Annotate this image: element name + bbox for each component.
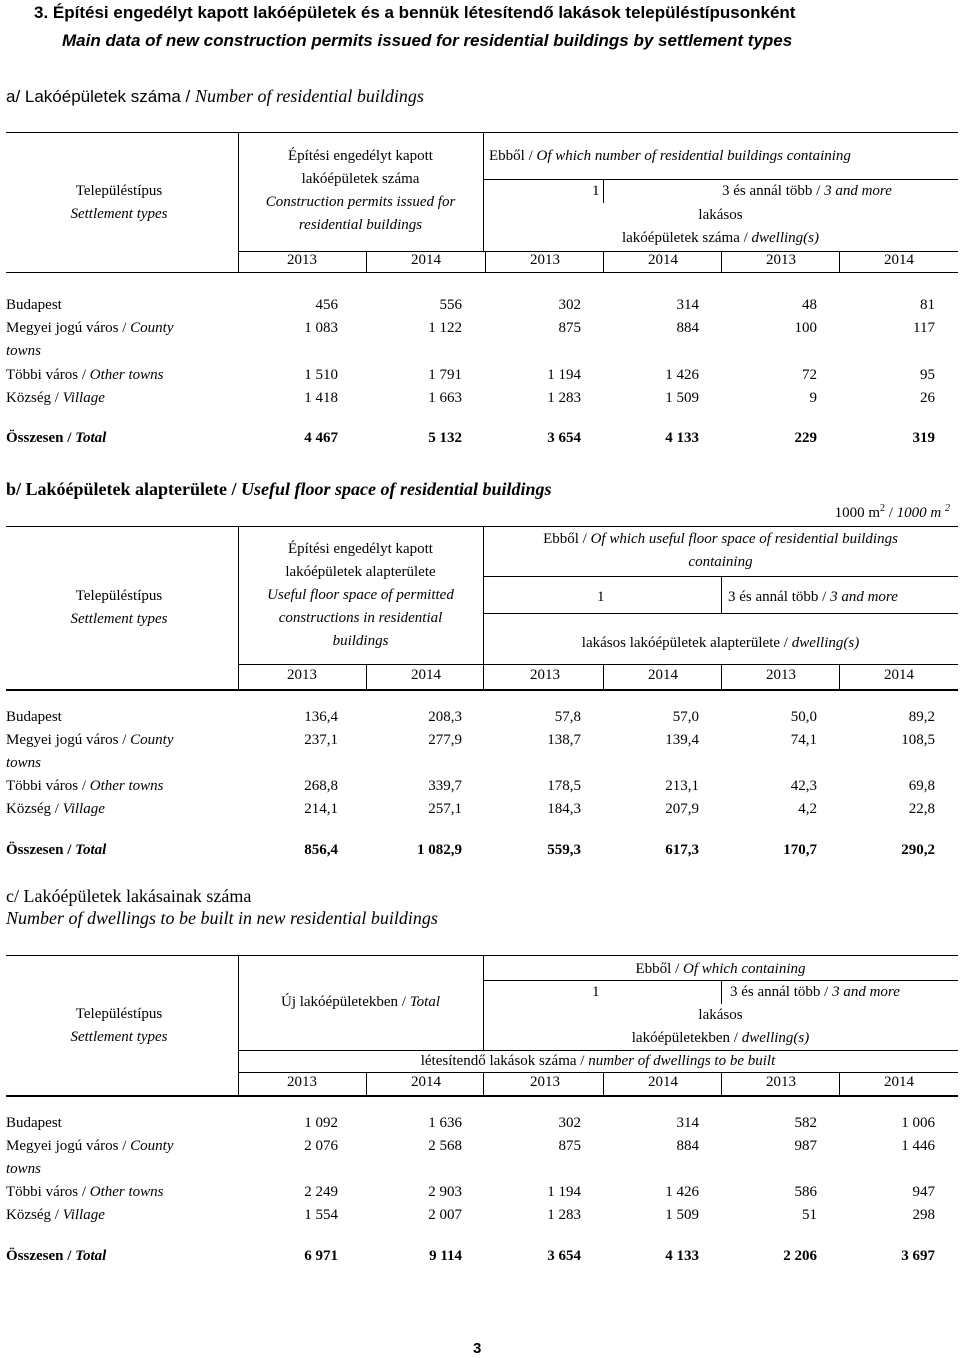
settlement-header-hu: Településtípus	[75, 183, 163, 199]
lakasos-label: lakásos	[698, 1007, 743, 1023]
table-c-unit-header: lakásos lakóépületekben / dwelling(s)	[483, 1004, 958, 1050]
table-row	[6, 801, 936, 824]
table-row	[6, 1207, 936, 1230]
section-a-title: a/ Lakóépületek száma / Number of residential buildings	[6, 86, 424, 106]
year-header: 2014	[411, 1074, 441, 1090]
cell: 2 903	[428, 1184, 462, 1200]
cell: 856,4	[304, 842, 338, 858]
table-row	[6, 732, 936, 771]
cell: 3 654	[547, 1248, 581, 1264]
cell: 4,2	[798, 801, 817, 817]
year-header: 2014	[648, 252, 678, 268]
cell: 72	[802, 367, 817, 383]
settlement-header-hu: Településtípus	[75, 588, 163, 604]
col1-header-line: constructions in residential	[278, 610, 443, 626]
cell: 1 082,9	[417, 842, 462, 858]
row-label: Budapest	[6, 297, 62, 313]
cell: 1 194	[547, 1184, 581, 1200]
year-header: 2013	[530, 667, 560, 683]
cell: 69,8	[908, 778, 935, 794]
settlement-header-hu: Településtípus	[75, 1006, 163, 1022]
cell: 298	[912, 1207, 935, 1223]
table-b-sub2-header: 3 és annál több / 3 and more	[728, 589, 898, 605]
row-label: Község / Village	[6, 801, 105, 817]
cell: 95	[920, 367, 935, 383]
cell: 987	[794, 1138, 817, 1154]
cell: 117	[913, 320, 935, 336]
table-a-header-bottom-rule	[6, 272, 958, 273]
row-label: Budapest	[6, 709, 62, 725]
cell: 875	[558, 320, 581, 336]
cell: 89,2	[908, 709, 935, 725]
year-header: 2014	[884, 1074, 914, 1090]
year-header: 2013	[287, 252, 317, 268]
table-row	[6, 297, 936, 320]
col1-header-line: lakóépületek száma	[301, 171, 420, 187]
settlement-header-en: Settlement types	[70, 1029, 168, 1045]
cell: 214,1	[304, 801, 338, 817]
cell: 947	[912, 1184, 935, 1200]
table-row	[6, 778, 936, 801]
cell: 207,9	[665, 801, 699, 817]
cell: 302	[558, 1115, 581, 1131]
cell: 1 083	[304, 320, 338, 336]
row-label: Község / Village	[6, 390, 105, 406]
table-b-year-rule	[238, 664, 958, 665]
year-header: 2013	[766, 1074, 796, 1090]
section-b-title: b/ Lakóépületek alapterülete / Useful floor space of residential buildings	[6, 479, 552, 499]
table-c-settlement-header	[6, 1003, 232, 1049]
cell: 319	[912, 430, 935, 446]
table-c-year-divider	[238, 1072, 239, 1096]
cell: 213,1	[665, 778, 699, 794]
section-c-title: c/ Lakóépületek lakásainak száma	[6, 886, 252, 906]
table-c-sub-divider	[721, 980, 722, 1004]
row-label: Megyei jogú város / County	[6, 320, 174, 336]
page-subtitle: Main data of new construction permits issued for residential buildings by settlement types	[62, 31, 793, 50]
cell: 237,1	[304, 732, 338, 748]
year-header: 2013	[287, 1074, 317, 1090]
row-label-cont: towns	[6, 343, 42, 359]
cell: 170,7	[783, 842, 817, 858]
cell: 556	[439, 297, 462, 313]
year-header: 2013	[287, 667, 317, 683]
cell: 1 418	[304, 390, 338, 406]
cell: 1 426	[665, 367, 699, 383]
cell: 290,2	[901, 842, 935, 858]
cell: 2 568	[428, 1138, 462, 1154]
cell: 2 076	[304, 1138, 338, 1154]
table-row-total	[6, 842, 936, 865]
cell: 1 426	[665, 1184, 699, 1200]
row-label: Budapest	[6, 1115, 62, 1131]
cell: 268,8	[304, 778, 338, 794]
cell: 277,9	[428, 732, 462, 748]
cell: 2 007	[428, 1207, 462, 1223]
page-number: 3	[473, 1340, 482, 1357]
cell: 229	[794, 430, 817, 446]
cell: 184,3	[547, 801, 581, 817]
cell: 1 283	[547, 1207, 581, 1223]
table-row	[6, 390, 936, 413]
cell: 108,5	[901, 732, 935, 748]
cell: 5 132	[428, 430, 462, 446]
year-header: 2013	[766, 252, 796, 268]
table-b-unit-header: lakásos lakóépületek alapterülete / dwelling(s)	[581, 635, 860, 651]
cell: 339,7	[428, 778, 462, 794]
table-c-group-header: Ebből / Of which containing	[635, 961, 806, 977]
year-header: 2014	[648, 667, 678, 683]
cell: 57,8	[554, 709, 581, 725]
cell: 9 114	[429, 1248, 462, 1264]
cell: 302	[558, 297, 581, 313]
year-header: 2013	[530, 252, 560, 268]
row-label: Többi város / Other towns	[6, 367, 164, 383]
cell: 617,3	[665, 842, 699, 858]
cell: 314	[676, 297, 699, 313]
cell: 74,1	[790, 732, 817, 748]
cell: 2 206	[783, 1248, 817, 1264]
table-b-group-header: Ebből / Of which useful floor space of residential buildings containing	[543, 531, 898, 570]
settlement-header-en: Settlement types	[70, 206, 168, 222]
cell: 1 636	[428, 1115, 462, 1131]
row-label: Megyei jogú város / County	[6, 732, 174, 748]
cell: 586	[794, 1184, 817, 1200]
lakasos-label: lakásos	[698, 207, 743, 223]
cell: 4 133	[665, 430, 699, 446]
row-label-cont: towns	[6, 1161, 42, 1177]
col1-header-line: residential buildings	[298, 217, 423, 233]
table-c-header-bottom-rule	[6, 1095, 958, 1097]
table-b-settlement-header	[6, 585, 232, 631]
row-label: Többi város / Other towns	[6, 1184, 164, 1200]
cell: 138,7	[547, 732, 581, 748]
cell: 6 971	[304, 1248, 338, 1264]
cell: 2 249	[304, 1184, 338, 1200]
table-row	[6, 1184, 936, 1207]
table-a-sub2-header: 3 és annál több / 3 and more	[722, 183, 892, 199]
table-a-group-header: Ebből / Of which number of residential buildings containing	[489, 148, 851, 164]
year-header: 2014	[648, 1074, 678, 1090]
year-header: 2013	[766, 667, 796, 683]
cell: 1 509	[665, 390, 699, 406]
cell: 1 006	[901, 1115, 935, 1131]
table-a-top-rule	[6, 132, 958, 133]
cell: 81	[920, 297, 935, 313]
table-row-total	[6, 430, 936, 453]
table-c-sub1-header: 1	[592, 984, 600, 1000]
table-c-top-rule	[6, 955, 958, 956]
table-b-year-divider	[238, 664, 239, 690]
table-a-sub-divider	[603, 179, 604, 203]
col1-header-line: Építési engedélyt kapott	[288, 541, 433, 557]
cell: 257,1	[428, 801, 462, 817]
cell: 4 133	[665, 1248, 699, 1264]
row-label: Összesen / Total	[6, 430, 107, 446]
cell: 582	[794, 1115, 817, 1131]
col1-header-line: lakóépületek alapterülete	[285, 564, 436, 580]
col1-header-line: Construction permits issued for	[265, 194, 456, 210]
cell: 51	[802, 1207, 817, 1223]
table-a-settlement-header	[6, 180, 232, 226]
cell: 22,8	[908, 801, 935, 817]
year-header: 2014	[411, 252, 441, 268]
col1-header-line: buildings	[332, 633, 389, 649]
cell: 1 554	[304, 1207, 338, 1223]
cell: 1 194	[547, 367, 581, 383]
table-c-sub2-header: 3 és annál több / 3 and more	[730, 984, 900, 1000]
table-a-unit-header: lakásos lakóépületek száma / dwelling(s)	[483, 204, 958, 250]
cell: 4 467	[304, 430, 338, 446]
cell: 26	[920, 390, 935, 406]
cell: 1 283	[547, 390, 581, 406]
cell: 136,4	[304, 709, 338, 725]
year-header: 2014	[884, 667, 914, 683]
table-row	[6, 1138, 936, 1177]
table-b-header-bottom-rule	[6, 689, 958, 691]
cell: 139,4	[665, 732, 699, 748]
year-header: 2013	[530, 1074, 560, 1090]
cell: 1 791	[428, 367, 462, 383]
table-row	[6, 367, 936, 390]
table-c-span-header: létesítendő lakások száma / number of dwellings to be built	[420, 1053, 776, 1069]
cell: 208,3	[428, 709, 462, 725]
table-b-top-rule	[6, 526, 958, 527]
table-a-sub1-header: 1	[592, 183, 600, 199]
table-row	[6, 709, 936, 732]
year-header: 2014	[411, 667, 441, 683]
row-label-cont: towns	[6, 755, 42, 771]
section-b-unit-note: 1000 $m^2 / 1000$ m $^2$	[834, 503, 950, 521]
table-c-col1-header: Új lakóépületekben / Total	[280, 994, 441, 1010]
cell: 3 654	[547, 430, 581, 446]
cell: 1 122	[428, 320, 462, 336]
section-c-subtitle: Number of dwellings to be built in new residential buildings	[6, 908, 438, 928]
cell: 314	[676, 1115, 699, 1131]
row-label: Összesen / Total	[6, 842, 107, 858]
cell: 1 509	[665, 1207, 699, 1223]
cell: 884	[676, 320, 699, 336]
cell: 875	[558, 1138, 581, 1154]
year-header: 2014	[884, 252, 914, 268]
table-a-col1-header	[238, 145, 483, 237]
table-b-sub-rule	[483, 613, 958, 614]
cell: 50,0	[790, 709, 817, 725]
table-row	[6, 320, 936, 359]
table-b-sub1-header: 1	[597, 589, 605, 605]
col1-header-line: Useful floor space of permitted	[267, 587, 454, 603]
table-b-sub-divider	[721, 576, 722, 613]
table-row	[6, 1115, 936, 1138]
cell: 1 510	[304, 367, 338, 383]
cell: 1 092	[304, 1115, 338, 1131]
page-title: 3. Építési engedélyt kapott lakóépületek és a bennük létesítendő lakások településtípusonként	[34, 3, 796, 22]
cell: 3 697	[901, 1248, 935, 1264]
col1-header-line: Építési engedélyt kapott	[288, 148, 433, 164]
table-b-col1-header	[238, 538, 483, 653]
cell: 1 446	[901, 1138, 935, 1154]
cell: 57,0	[672, 709, 699, 725]
row-label: Község / Village	[6, 1207, 105, 1223]
row-label: Összesen / Total	[6, 1248, 107, 1264]
table-row-total	[6, 1248, 936, 1271]
cell: 9	[809, 390, 817, 406]
cell: 456	[315, 297, 338, 313]
cell: 884	[676, 1138, 699, 1154]
row-label: Többi város / Other towns	[6, 778, 164, 794]
settlement-header-en: Settlement types	[70, 611, 168, 627]
cell: 48	[802, 297, 817, 313]
cell: 1 663	[428, 390, 462, 406]
row-label: Megyei jogú város / County	[6, 1138, 174, 1154]
cell: 559,3	[547, 842, 581, 858]
cell: 178,5	[547, 778, 581, 794]
cell: 42,3	[790, 778, 817, 794]
cell: 100	[794, 320, 817, 336]
